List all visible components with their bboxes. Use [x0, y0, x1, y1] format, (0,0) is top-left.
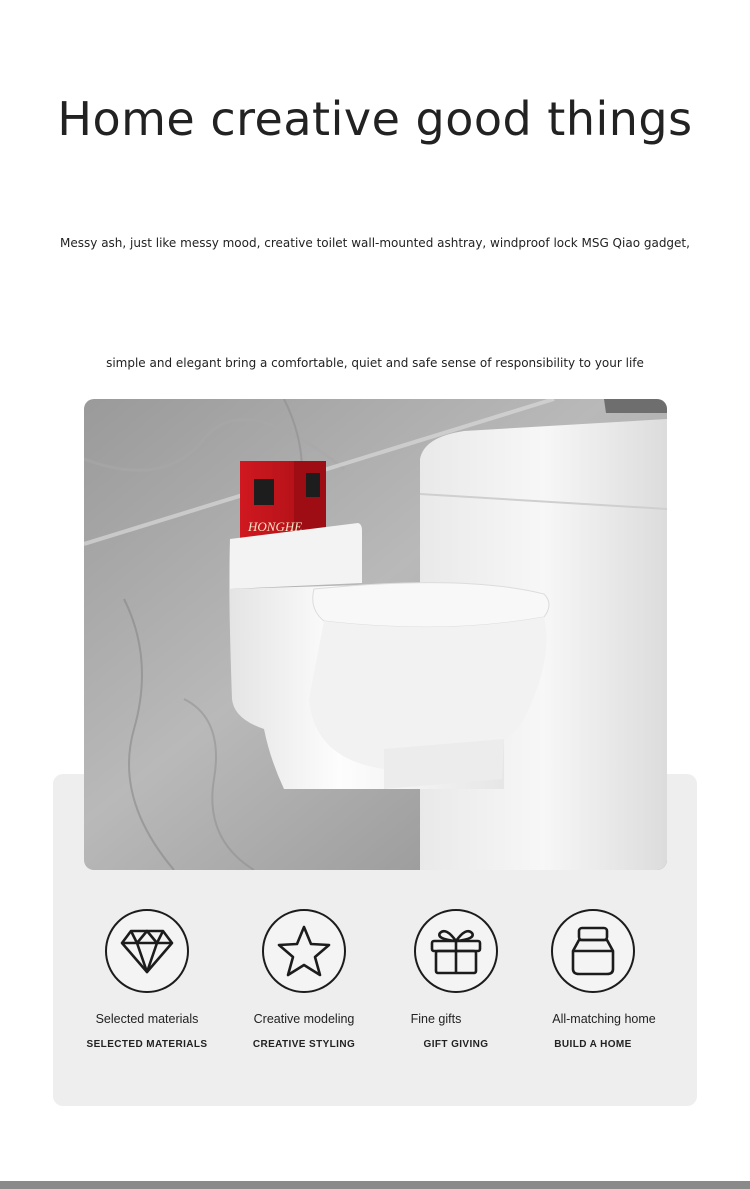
jar-icon	[551, 909, 635, 993]
feature-selected-materials	[57, 909, 237, 1050]
feature-label: Fine gifts	[410, 1012, 462, 1026]
feature-label: All-matching home	[552, 1012, 656, 1026]
feature-sublabel: CREATIVE STYLING	[252, 1039, 356, 1050]
feature-all-matching-home	[503, 909, 683, 1050]
feature-label: Creative modeling	[253, 1012, 355, 1026]
feature-label: Selected materials	[95, 1012, 199, 1026]
box-brand-text: HONGHE	[248, 519, 303, 534]
star-icon	[262, 909, 346, 993]
feature-sublabel: SELECTED MATERIALS	[86, 1039, 208, 1050]
page-title: Home creative good things	[57, 92, 693, 146]
feature-sublabel: GIFT GIVING	[423, 1039, 489, 1050]
product-photo	[84, 399, 667, 870]
intro-line-2: simple and elegant bring a comfortable, quiet and safe sense of responsibility to your life	[106, 356, 644, 370]
intro-line-1: Messy ash, just like messy mood, creative toilet wall-mounted ashtray, windproof lock MSG Qiao gadget,	[60, 236, 690, 250]
next-section-edge	[0, 1181, 750, 1189]
feature-sublabel: BUILD A HOME	[554, 1039, 632, 1050]
gift-icon	[414, 909, 498, 993]
diamond-icon	[105, 909, 189, 993]
